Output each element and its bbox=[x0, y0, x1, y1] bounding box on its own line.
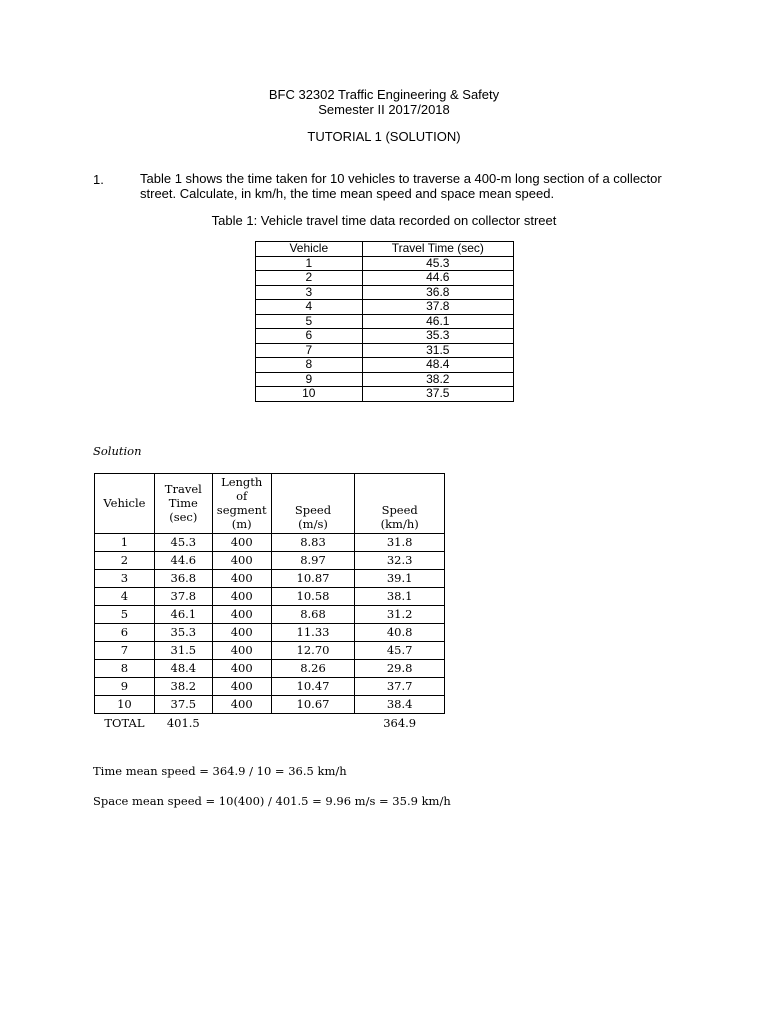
travel-time-cell: 35.3 bbox=[362, 329, 513, 344]
solution-label: Solution bbox=[93, 444, 142, 458]
table-header-row bbox=[256, 242, 514, 257]
space-mean-speed-result: Space mean speed = 10(400) / 401.5 = 9.96 m/s = 35.9 km/h bbox=[93, 794, 451, 808]
travel-time-cell: 35.3 bbox=[154, 624, 212, 642]
column-header-vehicle: Vehicle bbox=[95, 474, 155, 534]
column-header-travel-time: Travel Time (sec) bbox=[362, 242, 513, 257]
speed-kmh-cell: 38.1 bbox=[355, 588, 445, 606]
column-header-speed-ms bbox=[271, 474, 355, 534]
vehicle-cell: 8 bbox=[95, 660, 155, 678]
speed-ms-cell: 8.97 bbox=[271, 552, 355, 570]
table-row bbox=[256, 387, 514, 402]
column-header-travel-time bbox=[154, 474, 212, 534]
length-cell: 400 bbox=[212, 570, 271, 588]
table-row bbox=[95, 534, 445, 552]
speed-ms-cell: 10.47 bbox=[271, 678, 355, 696]
speed-ms-cell: 12.70 bbox=[271, 642, 355, 660]
table-row bbox=[256, 329, 514, 344]
header-line: segment bbox=[216, 503, 267, 517]
header-line: (km/h) bbox=[380, 517, 419, 531]
vehicle-cell: 1 bbox=[95, 534, 155, 552]
table-row bbox=[95, 642, 445, 660]
table-row bbox=[95, 660, 445, 678]
vehicle-cell: 4 bbox=[95, 588, 155, 606]
length-cell: 400 bbox=[212, 588, 271, 606]
empty-cell bbox=[212, 714, 271, 733]
speed-kmh-cell: 39.1 bbox=[355, 570, 445, 588]
travel-time-cell: 37.5 bbox=[362, 387, 513, 402]
speed-kmh-cell: 37.7 bbox=[355, 678, 445, 696]
solution-table bbox=[94, 473, 445, 732]
empty-cell bbox=[271, 714, 355, 733]
speed-ms-cell: 8.83 bbox=[271, 534, 355, 552]
table-row bbox=[95, 552, 445, 570]
travel-time-cell: 37.8 bbox=[362, 300, 513, 315]
speed-kmh-cell: 32.3 bbox=[355, 552, 445, 570]
speed-kmh-cell: 31.8 bbox=[355, 534, 445, 552]
length-cell: 400 bbox=[212, 624, 271, 642]
header-line: Time bbox=[168, 495, 198, 510]
speed-kmh-cell: 38.4 bbox=[355, 696, 445, 714]
vehicle-cell: 10 bbox=[95, 696, 155, 714]
table-row bbox=[95, 624, 445, 642]
course-title: BFC 32302 Traffic Engineering & Safety bbox=[268, 87, 500, 102]
length-cell: 400 bbox=[212, 552, 271, 570]
time-mean-speed-result: Time mean speed = 364.9 / 10 = 36.5 km/h bbox=[93, 764, 347, 778]
header-line: (m) bbox=[231, 517, 252, 531]
vehicle-cell: 9 bbox=[256, 372, 363, 387]
vehicle-cell: 5 bbox=[256, 314, 363, 329]
vehicle-cell: 3 bbox=[95, 570, 155, 588]
length-cell: 400 bbox=[212, 696, 271, 714]
travel-time-cell: 45.3 bbox=[362, 256, 513, 271]
vehicle-cell: 2 bbox=[256, 271, 363, 286]
vehicle-cell: 6 bbox=[95, 624, 155, 642]
table-row bbox=[256, 300, 514, 315]
speed-ms-cell: 10.67 bbox=[271, 696, 355, 714]
length-cell: 400 bbox=[212, 678, 271, 696]
length-cell: 400 bbox=[212, 606, 271, 624]
travel-time-cell: 46.1 bbox=[362, 314, 513, 329]
travel-time-cell: 48.4 bbox=[154, 660, 212, 678]
travel-time-cell: 36.8 bbox=[154, 570, 212, 588]
table-row bbox=[256, 358, 514, 373]
vehicle-cell: 7 bbox=[256, 343, 363, 358]
total-speed-kmh: 364.9 bbox=[383, 716, 417, 730]
total-label: TOTAL bbox=[104, 716, 145, 730]
vehicle-cell: 3 bbox=[256, 285, 363, 300]
header-line: of bbox=[236, 489, 248, 503]
travel-time-cell: 44.6 bbox=[154, 552, 212, 570]
vehicle-cell: 8 bbox=[256, 358, 363, 373]
totals-row bbox=[95, 714, 445, 733]
vehicle-cell: 2 bbox=[95, 552, 155, 570]
table-row bbox=[95, 606, 445, 624]
table-row bbox=[95, 696, 445, 714]
travel-time-cell: 46.1 bbox=[154, 606, 212, 624]
column-header-vehicle: Vehicle bbox=[256, 242, 363, 257]
speed-kmh-cell: 29.8 bbox=[355, 660, 445, 678]
vehicle-cell: 10 bbox=[256, 387, 363, 402]
travel-time-cell: 31.5 bbox=[154, 642, 212, 660]
header-line: Travel bbox=[164, 481, 202, 496]
table-header-row bbox=[95, 474, 445, 534]
table-row bbox=[95, 570, 445, 588]
table-row bbox=[95, 588, 445, 606]
vehicle-cell: 9 bbox=[95, 678, 155, 696]
table-row bbox=[256, 372, 514, 387]
vehicle-cell: 5 bbox=[95, 606, 155, 624]
travel-time-cell: 48.4 bbox=[362, 358, 513, 373]
table-row bbox=[256, 343, 514, 358]
speed-kmh-cell: 31.2 bbox=[355, 606, 445, 624]
travel-time-table bbox=[255, 241, 514, 402]
table1-caption: Table 1: Vehicle travel time data recorded on collector street bbox=[211, 213, 557, 228]
travel-time-cell: 38.2 bbox=[154, 678, 212, 696]
table-row bbox=[256, 314, 514, 329]
travel-time-cell: 37.5 bbox=[154, 696, 212, 714]
travel-time-cell: 45.3 bbox=[154, 534, 212, 552]
travel-time-cell: 31.5 bbox=[362, 343, 513, 358]
speed-kmh-cell: 40.8 bbox=[355, 624, 445, 642]
speed-ms-cell: 10.58 bbox=[271, 588, 355, 606]
total-travel-time: 401.5 bbox=[166, 716, 200, 730]
travel-time-cell: 44.6 bbox=[362, 271, 513, 286]
header-line: (m/s) bbox=[298, 517, 328, 531]
column-header-length bbox=[212, 474, 271, 534]
travel-time-cell: 36.8 bbox=[362, 285, 513, 300]
length-cell: 400 bbox=[212, 642, 271, 660]
column-header-speed-kmh bbox=[355, 474, 445, 534]
table-row bbox=[256, 271, 514, 286]
vehicle-cell: 7 bbox=[95, 642, 155, 660]
semester-line: Semester II 2017/2018 bbox=[318, 102, 450, 117]
table-row bbox=[256, 285, 514, 300]
length-cell: 400 bbox=[212, 534, 271, 552]
travel-time-cell: 38.2 bbox=[362, 372, 513, 387]
speed-ms-cell: 8.26 bbox=[271, 660, 355, 678]
question-number: 1. bbox=[93, 172, 104, 187]
vehicle-cell: 4 bbox=[256, 300, 363, 315]
travel-time-cell: 37.8 bbox=[154, 588, 212, 606]
length-cell: 400 bbox=[212, 660, 271, 678]
speed-ms-cell: 10.87 bbox=[271, 570, 355, 588]
header-line: Speed bbox=[381, 503, 418, 517]
table-row bbox=[256, 256, 514, 271]
speed-kmh-cell: 45.7 bbox=[355, 642, 445, 660]
header-line: (sec) bbox=[169, 509, 198, 524]
speed-ms-cell: 8.68 bbox=[271, 606, 355, 624]
header-line: Length bbox=[221, 475, 263, 489]
table-row bbox=[95, 678, 445, 696]
vehicle-cell: 6 bbox=[256, 329, 363, 344]
vehicle-cell: 1 bbox=[256, 256, 363, 271]
speed-ms-cell: 11.33 bbox=[271, 624, 355, 642]
question-text: Table 1 shows the time taken for 10 vehicles to traverse a 400-m long section of a collector street. Calculate, in km/h, the time mean speed and space mean speed. bbox=[140, 171, 662, 201]
tutorial-title: TUTORIAL 1 (SOLUTION) bbox=[307, 129, 461, 144]
header-line: Speed bbox=[294, 503, 332, 517]
